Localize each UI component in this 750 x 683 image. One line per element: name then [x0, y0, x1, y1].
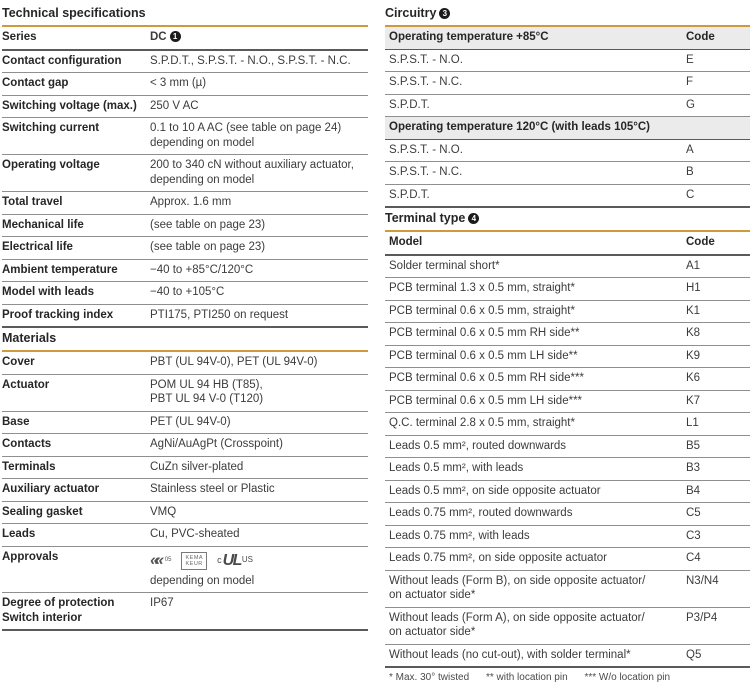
terminal-row-code: A1	[686, 259, 701, 272]
spec-value-line1: VMQ	[150, 505, 177, 518]
spec-value-line1: Stainless steel or Plastic	[150, 483, 275, 495]
terminal-row-code: K9	[686, 349, 701, 362]
circuitry-table	[385, 25, 750, 208]
terminal-row	[385, 368, 750, 391]
spec-value	[150, 308, 368, 323]
code-row-code: E	[686, 53, 694, 66]
terminal-header-code: Code	[686, 236, 715, 248]
circuitry-title	[385, 3, 750, 25]
terminal-row-code: P3/P4	[686, 611, 718, 624]
code-row-label: S.P.D.T.	[389, 98, 430, 111]
terminal-row	[385, 278, 750, 301]
code-row	[385, 185, 750, 209]
terminal-row	[385, 503, 750, 526]
code-row-code: F	[686, 76, 694, 88]
code-row-code: A	[686, 143, 694, 156]
approvals-note: depending on model	[150, 574, 255, 587]
spec-row	[2, 155, 368, 192]
spec-value-line2: depending on model	[150, 136, 255, 149]
terminal-row-code: L1	[686, 417, 699, 429]
terminal-model-line1: PCB terminal 0.6 x 0.5 mm LH side**	[389, 349, 578, 362]
spec-label: Model with leads	[2, 286, 95, 298]
spec-row	[2, 305, 368, 329]
terminal-row-model	[389, 416, 686, 431]
terminal-row	[385, 571, 750, 608]
code-row	[385, 162, 750, 185]
spec-value-line1: PBT (UL 94V-0), PET (UL 94V-0)	[150, 356, 318, 368]
terminal-row	[385, 458, 750, 481]
terminal-model-line1: Without leads (Form A), on side opposite actuator/	[389, 611, 645, 624]
terminal-model-line1: Q.C. terminal 2.8 x 0.5 mm, straight*	[389, 417, 575, 429]
spec-value	[150, 505, 368, 520]
approvals-label: Approvals	[2, 550, 59, 563]
terminal-row-model	[389, 371, 686, 386]
terminal-row-model	[389, 259, 686, 274]
spec-value	[150, 76, 368, 91]
terminal-row	[385, 301, 750, 324]
spec-value	[150, 99, 368, 114]
terminal-model-line1: PCB terminal 1.3 x 0.5 mm, straight*	[389, 282, 575, 294]
approvals-row	[2, 547, 368, 594]
terminal-row-model	[389, 506, 686, 521]
spec-row	[2, 118, 368, 155]
terminal-model-line1: PCB terminal 0.6 x 0.5 mm RH side***	[389, 372, 584, 384]
terminal-row-model	[389, 281, 686, 296]
spec-label: Mechanical life	[2, 218, 84, 231]
spec-row	[2, 412, 368, 435]
terminal-row-model	[389, 574, 686, 603]
spec-value	[150, 263, 368, 278]
series-label: Series	[2, 31, 37, 43]
terminal-row-code: C3	[686, 529, 701, 542]
approvals-value	[150, 550, 368, 589]
terminal-row-code: K8	[686, 327, 701, 339]
spec-label: Electrical life	[2, 241, 73, 253]
spec-value-line1: PTI175, PTI250 on request	[150, 308, 289, 321]
terminal-row	[385, 608, 750, 645]
degree-value: IP67	[150, 597, 174, 609]
spec-label: Operating voltage	[2, 159, 100, 171]
terminal-row-model	[389, 349, 686, 364]
spec-value	[150, 240, 368, 255]
terminal-model-line1: Without leads (no cut-out), with solder terminal*	[389, 648, 631, 661]
enec-chevrons: ««	[148, 551, 162, 569]
circled-number-4-icon: 4	[468, 213, 479, 224]
circuitry-header-85	[385, 27, 750, 50]
spec-value-line1: S.P.D.T., S.P.S.T. - N.O., S.P.S.T. - N.C.	[150, 54, 351, 67]
circuitry-rows-120	[385, 140, 750, 209]
terminal-header-row	[385, 232, 750, 256]
spec-row	[2, 260, 368, 283]
spec-row	[2, 457, 368, 480]
terminal-row-code: B4	[686, 484, 701, 497]
terminal-model-line1: PCB terminal 0.6 x 0.5 mm, straight*	[389, 304, 575, 317]
enec-number: 05	[164, 557, 172, 564]
spec-value	[150, 415, 368, 430]
spec-value-line1: −40 to +85°C/120°C	[150, 263, 254, 276]
terminal-row	[385, 645, 750, 669]
spec-value-line1: 250 V AC	[150, 99, 199, 112]
spec-label: Contact gap	[2, 77, 69, 89]
spec-value	[150, 527, 368, 542]
series-value	[150, 30, 368, 45]
spec-label: Contacts	[2, 438, 52, 450]
circuitry-header-label: Operating temperature +85°C	[389, 31, 549, 43]
terminal-row-model	[389, 326, 686, 341]
circuitry-header-code: Code	[686, 31, 715, 43]
terminal-row	[385, 391, 750, 414]
circuitry-header-120	[385, 117, 750, 140]
terminal-row-model	[389, 304, 686, 319]
terminal-row-model	[389, 551, 686, 566]
terminal-row-code: B5	[686, 439, 701, 452]
terminal-row	[385, 323, 750, 346]
spec-value-line1: 0.1 to 10 A AC (see table on page 24)	[150, 122, 342, 134]
spec-label: Terminals	[2, 460, 56, 473]
terminal-type-title	[385, 208, 750, 230]
terminal-model-line2: on actuator side*	[389, 626, 476, 638]
spec-row	[2, 434, 368, 457]
terminal-row-code: B3	[686, 462, 701, 474]
terminal-model-line1: PCB terminal 0.6 x 0.5 mm LH side***	[389, 394, 583, 407]
terminal-row-code: K6	[686, 372, 701, 384]
spec-label: Sealing gasket	[2, 505, 83, 518]
spec-label: Auxiliary actuator	[2, 483, 100, 495]
spec-value	[150, 121, 368, 150]
spec-value-line2: PBT UL 94 V-0 (T120)	[150, 393, 264, 405]
terminal-model-line1: Leads 0.75 mm², with leads	[389, 529, 530, 542]
spec-row	[2, 192, 368, 215]
spec-row	[2, 51, 368, 74]
code-row-label: S.P.S.T. - N.C.	[389, 166, 463, 178]
code-row-label: S.P.D.T.	[389, 188, 430, 201]
code-row	[385, 50, 750, 73]
series-row	[2, 27, 368, 51]
terminal-row-code: K1	[686, 304, 701, 317]
terminal-row-code: C4	[686, 552, 701, 564]
spec-value	[150, 158, 368, 187]
terminal-row-code: Q5	[686, 648, 702, 661]
spec-value	[150, 437, 368, 452]
circled-number-1-icon: 1	[170, 31, 181, 42]
spec-value	[150, 218, 368, 233]
terminal-header-model: Model	[389, 236, 423, 248]
spec-value-line1: AgNi/AuAgPt (Crosspoint)	[150, 438, 283, 450]
terminal-row	[385, 346, 750, 369]
terminal-row	[385, 413, 750, 436]
spec-value-line2: depending on model	[150, 173, 255, 186]
code-row-label: S.P.S.T. - N.O.	[389, 143, 463, 156]
spec-value	[150, 355, 368, 370]
footnote-2: ** with location pin	[485, 672, 568, 683]
degree-label-line1: Degree of protection	[2, 597, 115, 609]
tech-specs-table	[2, 25, 368, 328]
terminal-row-code: K7	[686, 394, 701, 407]
spec-value-line1: −40 to +105°C	[150, 286, 225, 298]
spec-value-line1: POM UL 94 HB (T85),	[150, 378, 263, 391]
cul-us-mark-icon	[217, 553, 253, 568]
spec-value-line1: < 3 mm (µ)	[150, 77, 207, 89]
spec-label: Leads	[2, 528, 36, 540]
terminal-row-model	[389, 484, 686, 499]
materials-table	[2, 350, 368, 631]
spec-label: Total travel	[2, 196, 63, 208]
terminal-model-line1: Leads 0.75 mm², routed downwards	[389, 507, 573, 519]
left-column	[2, 3, 368, 683]
right-column	[385, 3, 750, 683]
cul-c: c	[217, 555, 222, 566]
spec-row	[2, 215, 368, 238]
tech-rows	[2, 51, 368, 329]
spec-row	[2, 73, 368, 96]
circuitry-subheader-label: Operating temperature 120°C (with leads 105°C)	[389, 121, 650, 133]
code-row-code: C	[686, 188, 695, 201]
terminal-row-model	[389, 439, 686, 454]
spec-value	[150, 460, 368, 475]
kema-line2: KEUR	[185, 560, 203, 567]
terminal-model-line1: Solder terminal short*	[389, 259, 500, 272]
spec-label: Base	[2, 415, 30, 428]
enec-05-mark-icon	[150, 553, 171, 568]
terminal-model-line1: Leads 0.75 mm², on side opposite actuator	[389, 552, 607, 564]
kema-keur-mark-icon	[181, 552, 207, 570]
terminal-model-line1: Without leads (Form B), on side opposite actuator/	[389, 574, 646, 587]
cul-us: US	[241, 555, 254, 565]
code-row	[385, 95, 750, 118]
series-value-text: DC	[150, 31, 167, 43]
spec-value	[150, 195, 368, 210]
terminal-row-model	[389, 648, 686, 663]
spec-value	[150, 54, 368, 69]
spec-row	[2, 282, 368, 305]
spec-value-line1: (see table on page 23)	[150, 241, 266, 253]
spec-value-line1: 200 to 340 cN without auxiliary actuator,	[150, 159, 354, 171]
terminal-model-line1: PCB terminal 0.6 x 0.5 mm RH side**	[389, 327, 580, 339]
spec-label: Switching current	[2, 122, 100, 134]
terminal-row-model	[389, 611, 686, 640]
spec-value-line1: PET (UL 94V-0)	[150, 415, 231, 428]
terminal-type-table	[385, 230, 750, 683]
degree-of-protection-row	[2, 593, 368, 631]
circuitry-subheader-code	[686, 120, 746, 135]
spec-row	[2, 479, 368, 502]
footnote-1: * Max. 30° twisted	[389, 672, 470, 683]
spec-value-line1: Cu, PVC-sheated	[150, 528, 240, 540]
terminal-row-model	[389, 529, 686, 544]
terminal-model-line1: Leads 0.5 mm², on side opposite actuator	[389, 484, 601, 497]
code-row-code: G	[686, 98, 695, 111]
tech-specs-title: Technical specifications	[2, 6, 146, 20]
spec-value	[150, 378, 368, 407]
terminal-row	[385, 526, 750, 549]
terminal-row-model	[389, 461, 686, 476]
spec-row	[2, 352, 368, 375]
spec-row	[2, 237, 368, 260]
code-row	[385, 72, 750, 95]
spec-row	[2, 502, 368, 525]
spec-value-line1: (see table on page 23)	[150, 218, 266, 231]
terminal-row	[385, 436, 750, 459]
spec-label: Cover	[2, 356, 35, 368]
terminal-row	[385, 481, 750, 504]
terminal-row-code: H1	[686, 282, 701, 294]
spec-label: Switching voltage (max.)	[2, 99, 137, 112]
terminal-model-line1: Leads 0.5 mm², routed downwards	[389, 439, 567, 452]
spec-value	[150, 285, 368, 300]
terminal-row-model	[389, 394, 686, 409]
code-row-label: S.P.S.T. - N.C.	[389, 76, 463, 88]
spec-value-line1: CuZn silver-plated	[150, 460, 244, 473]
spec-label: Ambient temperature	[2, 263, 118, 276]
spec-label: Contact configuration	[2, 54, 122, 67]
spec-label: Proof tracking index	[2, 308, 114, 321]
circled-number-3-icon: 3	[439, 8, 450, 19]
materials-rows	[2, 352, 368, 547]
terminal-rows	[385, 256, 750, 669]
circuitry-rows-85	[385, 50, 750, 118]
terminal-type-title-text: Terminal type	[385, 211, 466, 225]
code-row	[385, 140, 750, 163]
terminal-row-code: N3/N4	[686, 574, 719, 587]
approval-marks	[150, 550, 368, 572]
kema-line1: KEMA	[185, 554, 204, 561]
terminal-row	[385, 256, 750, 279]
terminal-model-line1: Leads 0.5 mm², with leads	[389, 462, 524, 474]
spec-value-line1: Approx. 1.6 mm	[150, 196, 232, 208]
spec-value	[150, 482, 368, 497]
degree-label-line2: Switch interior	[2, 611, 82, 624]
code-row-code: B	[686, 166, 694, 178]
code-row-label: S.P.S.T. - N.O.	[389, 53, 463, 66]
spec-label: Actuator	[2, 378, 50, 391]
cul-ul: UL	[222, 551, 241, 569]
circuitry-title-text: Circuitry	[385, 6, 437, 20]
degree-label	[2, 596, 150, 625]
materials-title: Materials	[2, 331, 57, 345]
terminal-footnote	[385, 668, 750, 683]
footnote-3: *** W/o location pin	[584, 672, 671, 683]
terminal-model-line2: on actuator side*	[389, 589, 476, 601]
spec-row	[2, 96, 368, 119]
terminal-row	[385, 548, 750, 571]
spec-row	[2, 524, 368, 547]
terminal-row-code: C5	[686, 507, 701, 519]
spec-row	[2, 375, 368, 412]
